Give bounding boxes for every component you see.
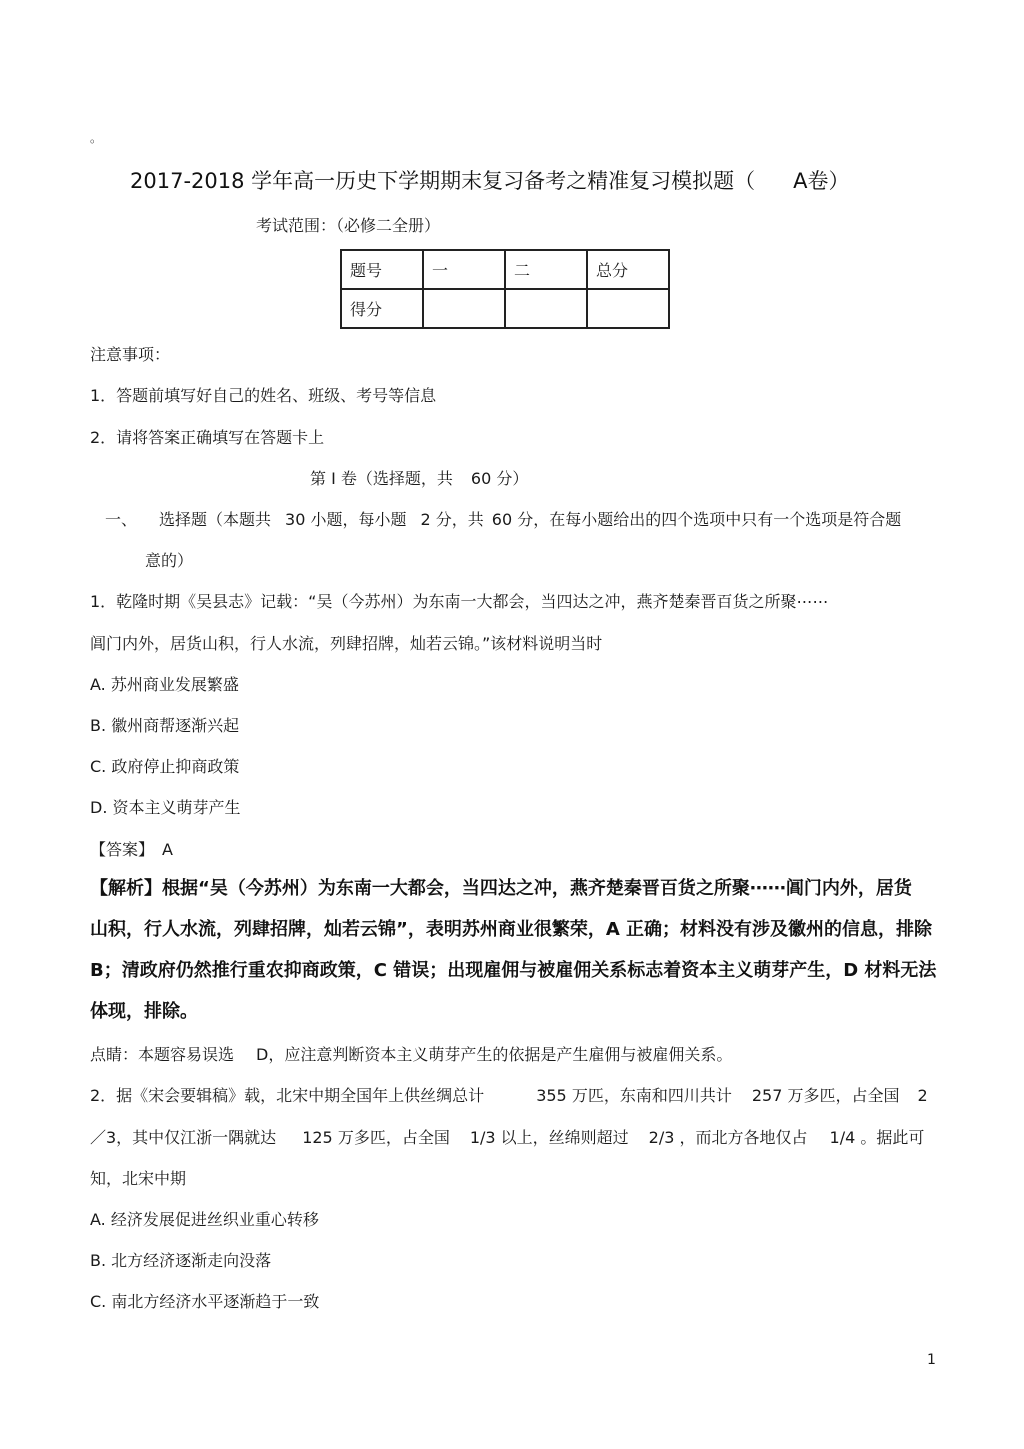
score-cell — [587, 289, 669, 328]
answer-value: A — [162, 840, 173, 859]
q2-l2-e: 1/4 。据此可 — [829, 1128, 925, 1147]
question-1-answer — [90, 840, 173, 860]
question-2-option-a: A. 经济发展促进丝织业重心转移 — [90, 1210, 319, 1229]
question-1-option-b: B. 徽州商帮逐渐兴起 — [90, 716, 240, 735]
section-text-b: 30 小题，每小题 — [285, 510, 407, 529]
q2-l2-d: 2/3 ，而北方各地仅占 — [648, 1128, 808, 1147]
section-text-d: 60 分，在每小题给出的四个选项中只有一个选项是符合题 — [491, 510, 902, 529]
q2-l1-c: 257 万多匹，占全国 — [751, 1086, 900, 1105]
volume-title — [310, 469, 528, 489]
exam-scope: 考试范围：（必修二全册） — [256, 216, 441, 235]
title-suffix: A卷） — [793, 169, 850, 193]
score-table — [340, 249, 670, 329]
answer-label: 【答案】 — [90, 840, 155, 859]
score-cell — [423, 289, 505, 328]
question-2-line-1 — [90, 1086, 928, 1106]
q2-l2-c: 1/3 以上，丝绵则超过 — [469, 1128, 629, 1147]
question-1-option-c: C. 政府停止抑商政策 — [90, 757, 240, 776]
question-1-tip — [90, 1045, 732, 1065]
q2-l1-d: 2 — [917, 1086, 928, 1105]
section-text-a: 选择题（本题共 — [159, 510, 272, 529]
notice-heading: 注意事项： — [90, 345, 171, 364]
score-cell: 题号 — [341, 250, 423, 289]
title-main: 2017-2018 学年高一历史下学期期末复习备考之精准复习模拟题（ — [130, 169, 756, 193]
question-1-line-2: 阊门内外，居货山积，行人水流，列肆招牌，灿若云锦。”该材料说明当时 — [90, 634, 603, 653]
analysis-line: 山积，行人水流，列肆招牌，灿若云锦”，表明苏州商业很繁荣，A 正确；材料没有涉及徽州的信息，排除 — [90, 919, 933, 940]
score-cell: 二 — [505, 250, 587, 289]
question-2-line-2 — [90, 1128, 924, 1148]
volume-title-b: 60 分） — [470, 469, 529, 488]
notice-item: 1．答题前填写好自己的姓名、班级、考号等信息 — [90, 386, 437, 405]
question-1-option-a: A. 苏州商业发展繁盛 — [90, 675, 239, 694]
score-table-header-row — [341, 250, 669, 289]
q2-l2-a: ／3，其中仅江浙一隅就达 — [90, 1128, 277, 1147]
score-cell — [505, 289, 587, 328]
volume-title-a: 第 I 卷（选择题，共 — [310, 469, 453, 488]
question-1-line-1: 1．乾隆时期《吴县志》记载：“吴（今苏州）为东南一大都会，当四达之冲，燕齐楚秦晋百货之所聚⋯⋯ — [90, 592, 829, 611]
notice-item: 2．请将答案正确填写在答题卡上 — [90, 428, 325, 447]
section-number: 一、 — [105, 510, 138, 529]
score-cell: 一 — [423, 250, 505, 289]
score-table-score-row — [341, 289, 669, 328]
question-2-line-3: 知，北宋中期 — [90, 1169, 187, 1188]
question-1-option-d: D. 资本主义萌芽产生 — [90, 798, 241, 817]
q2-l1-b: 355 万匹，东南和四川共计 — [536, 1086, 732, 1105]
q2-l1-a: 2．据《宋会要辑稿》载，北宋中期全国年上供丝绸总计 — [90, 1086, 485, 1105]
section-text-c: 2 分，共 — [420, 510, 484, 529]
page-title — [130, 168, 850, 194]
section-heading — [105, 510, 901, 530]
tip-a: 点睛：本题容易误选 — [90, 1045, 235, 1064]
score-cell: 得分 — [341, 289, 423, 328]
analysis-line: B；清政府仍然推行重农抑商政策，C 错误；出现雇佣与被雇佣关系标志着资本主义萌芽产生，D 材料无法 — [90, 960, 937, 981]
page-number: 1 — [927, 1352, 936, 1368]
question-2-option-b: B. 北方经济逐渐走向没落 — [90, 1251, 272, 1270]
q2-l2-b: 125 万多匹，占全国 — [302, 1128, 450, 1147]
score-cell: 总分 — [587, 250, 669, 289]
analysis-line: 【解析】根据“吴（今苏州）为东南一大都会，当四达之冲，燕齐楚秦晋百货之所聚⋯⋯阊门内外，居货 — [90, 878, 912, 899]
top-mark: 。 — [90, 131, 103, 145]
section-heading-cont: 意的） — [145, 551, 194, 570]
tip-b: D，应注意判断资本主义萌芽产生的依据是产生雇佣与被雇佣关系。 — [256, 1045, 733, 1064]
analysis-line: 体现，排除。 — [90, 1001, 198, 1022]
question-2-option-c: C. 南北方经济水平逐渐趋于一致 — [90, 1292, 320, 1311]
